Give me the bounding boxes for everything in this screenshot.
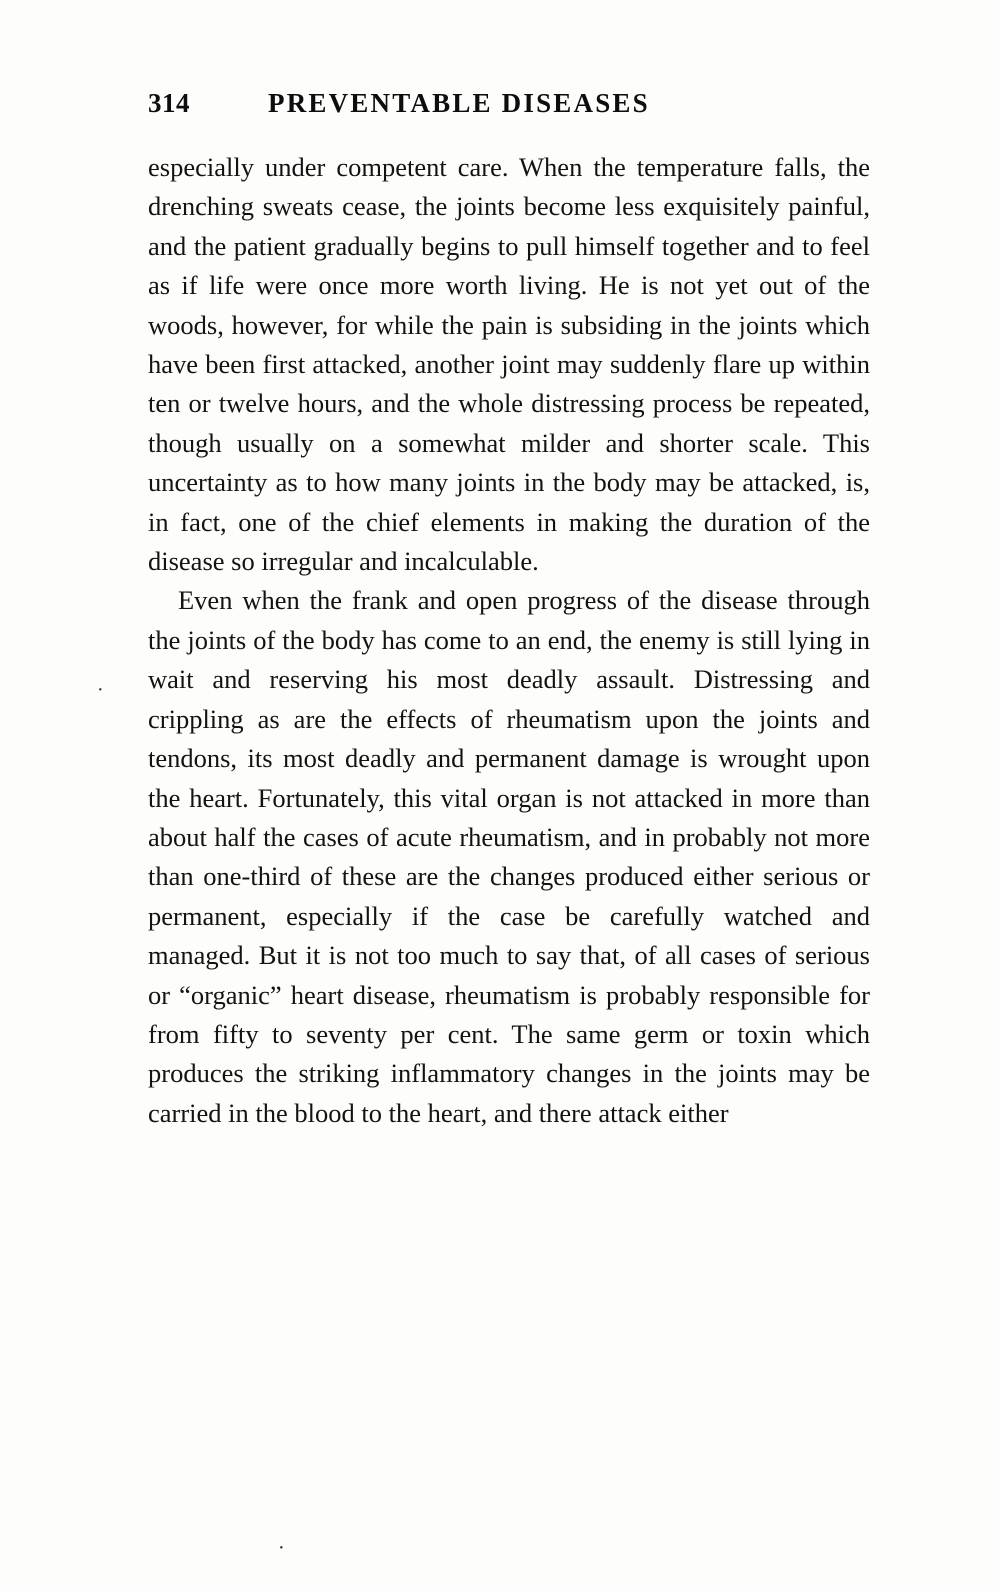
- page-number: 314: [148, 88, 190, 118]
- margin-mark: ·: [97, 679, 104, 701]
- page-header: [148, 88, 868, 122]
- paragraph: especially under competent care. When the temperature falls, the drenching sweats cease, the joints become less exquisitely painful, and the patient gradually begins to pull himself together and to feel as if life were once more worth living. He is not yet out of the woods, however, for while the pain is subsiding in the joints which have been first attacked, another joint may suddenly flare up within ten or twelve hours, and the whole distressing process be repeated, though usually on a somewhat milder and shorter scale. This uncertainty as to how many joints in the body may be attacked, is, in fact, one of the chief elements in making the duration of the disease so irregular and incalculable.: [148, 152, 870, 577]
- body-text-column: [148, 148, 870, 1133]
- foot-mark: ·: [278, 1537, 285, 1559]
- paragraph: Even when the frank and open progress of the disease through the joints of the body has come to an end, the enemy is still lying in wait and reserving his most deadly assault. Distressing and crippling as are the effects of rheumatism upon the joints and tendons, its most deadly and permanent damage is wrought upon the heart. Fortunately, this vital organ is not attacked in more than about half the cases of acute rheumatism, and in probably not more than one-third of these are the changes produced either serious or permanent, especially if the case be carefully watched and managed. But it is not too much to say that, of all cases of serious or “organic” heart disease, rheumatism is probably responsible for from fifty to seventy per cent. The same germ or toxin which produces the striking inflammatory changes in the joints may be carried in the blood to the heart, and there attack either: [148, 585, 870, 1128]
- running-head-title: PREVENTABLE DISEASES: [268, 88, 650, 118]
